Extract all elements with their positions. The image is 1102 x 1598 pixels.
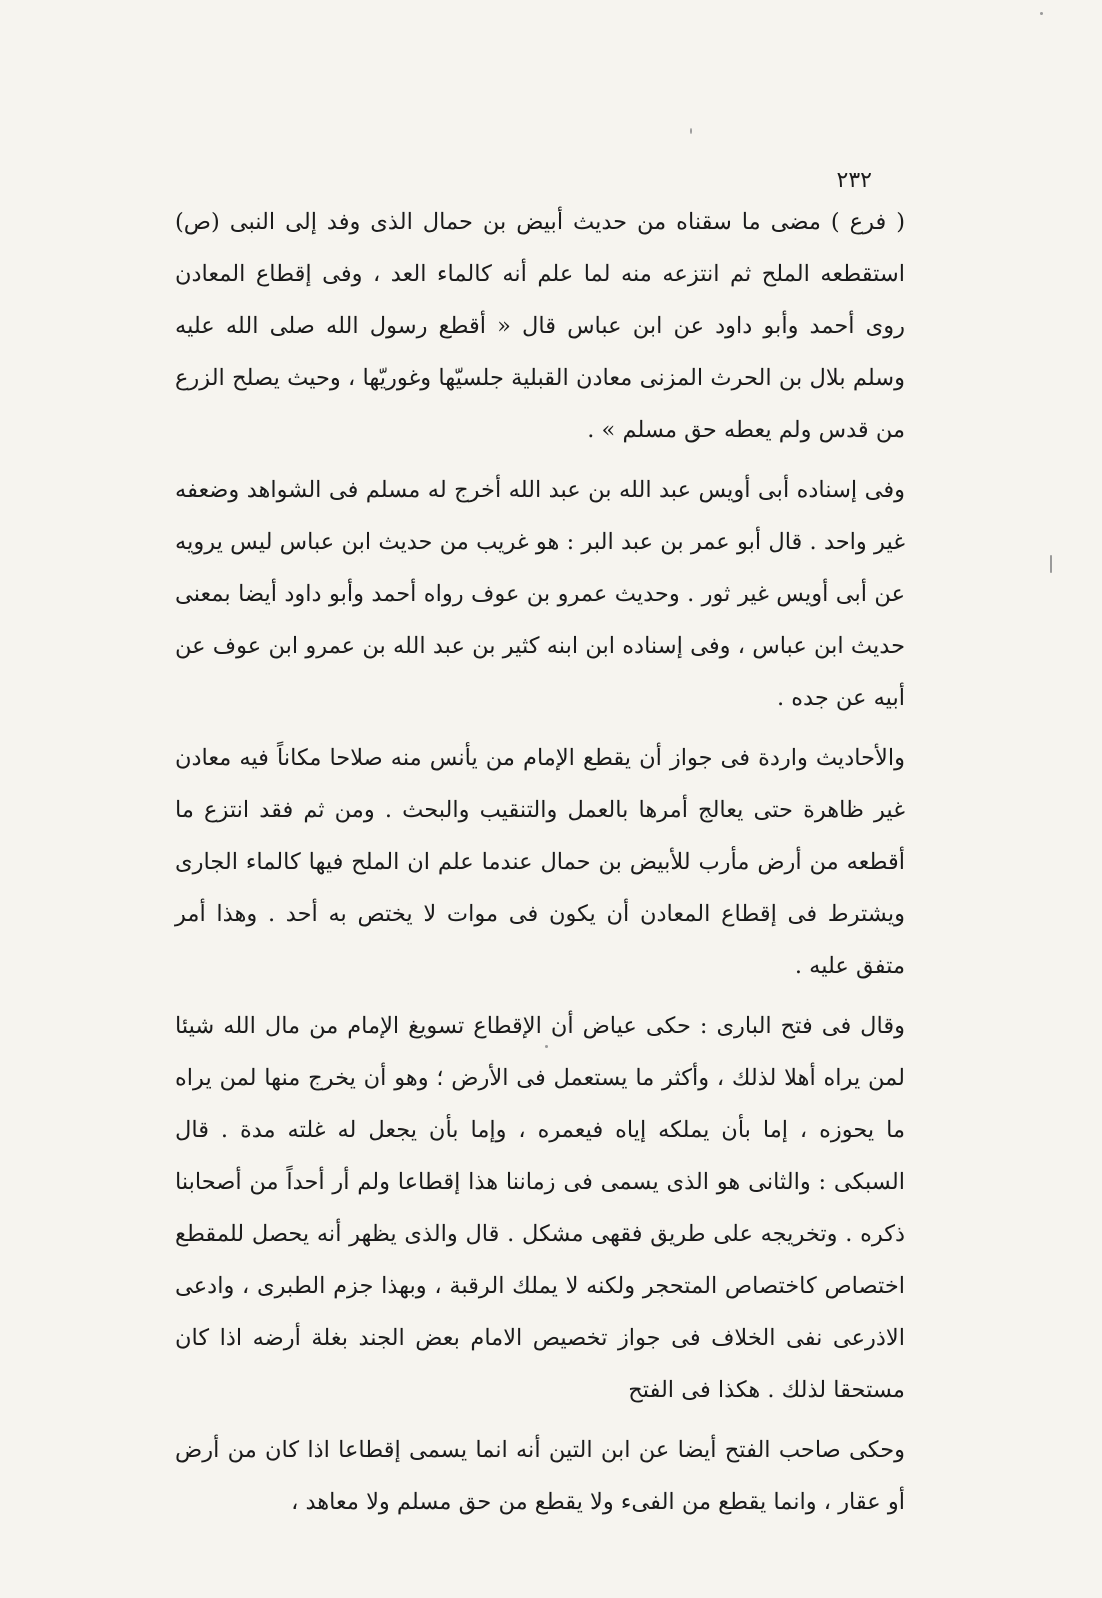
- paper-speck: [1050, 555, 1052, 573]
- body-text: [175, 196, 905, 1528]
- paragraph-2: وفى إسناده أبى أويس عبد الله بن عبد الله أخرج له مسلم فى الشواهد وضعفه غير واحد . قال أبو عمر بن عبد البر : هو غريب من حديث ابن عباس ليس يرويه عن أبى أويس غير ثور . وحديث عمرو بن عوف رواه أحمد وأبو داود أيضا بمعنى حديث ابن عباس ، وفى إسناده ابن ابنه كثير بن عبد الله بن عمرو ابن عوف عن أبيه عن جده .: [175, 477, 905, 711]
- paragraph-3: والأحاديث واردة فى جواز أن يقطع الإمام من يأنس منه صلاحا مكاناً فيه معادن غير ظاهرة حتى يعالج أمرها بالعمل والتنقيب والبحث . ومن ثم فقد انتزع ما أقطعه من أرض مأرب للأبيض بن حمال عندما علم ان الملح فيها كالماء الجارى ويشترط فى إقطاع المعادن أن يكون فى موات لا يختص به أحد . وهذا أمر متفق عليه .: [175, 745, 905, 979]
- page-number: ٢٣٢: [836, 168, 872, 193]
- paragraph-1: ( فرع ) مضى ما سقناه من حديث أبيض بن حمال الذى وفد إلى النبى (ص) استقطعه الملح ثم انتزعه منه لما علم أنه كالماء العد ، وفى إقطاع المعادن روى أحمد وأبو داود عن ابن عباس قال « أقطع رسول الله صلى الله عليه وسلم بلال بن الحرث المزنى معادن القبلية جلسيّها وغوريّها ، وحيث يصلح الزرع من قدس ولم يعطه حق مسلم » .: [175, 209, 905, 443]
- paper-speck: [690, 128, 692, 134]
- paper-speck: [545, 1045, 548, 1048]
- paragraph-4: وقال فى فتح البارى : حكى عياض أن الإقطاع تسويغ الإمام من مال الله شيئا لمن يراه أهلا لذلك ، وأكثر ما يستعمل فى الأرض ؛ وهو أن يخرج منها لمن يراه ما يحوزه ، إما بأن يملكه إياه فيعمره ، وإما بأن يجعل له غلته مدة . قال السبكى : والثانى هو الذى يسمى فى زماننا هذا إقطاعا ولم أر أحداً من أصحابنا ذكره . وتخريجه على طريق فقهى مشكل . قال والذى يظهر أنه يحصل للمقطع اختصاص كاختصاص المتحجر ولكنه لا يملك الرقبة ، وبهذا جزم الطبرى ، وادعى الاذرعى نفى الخلاف فى جواز تخصيص الامام بعض الجند بغلة أرضه اذا كان مستحقا لذلك . هكذا فى الفتح: [175, 1013, 905, 1403]
- paper-speck: [1040, 12, 1043, 15]
- paragraph-5: وحكى صاحب الفتح أيضا عن ابن التين أنه انما يسمى إقطاعا اذا كان من أرض أو عقار ، وانما يقطع من الفىء ولا يقطع من حق مسلم ولا معاهد ،: [175, 1437, 905, 1515]
